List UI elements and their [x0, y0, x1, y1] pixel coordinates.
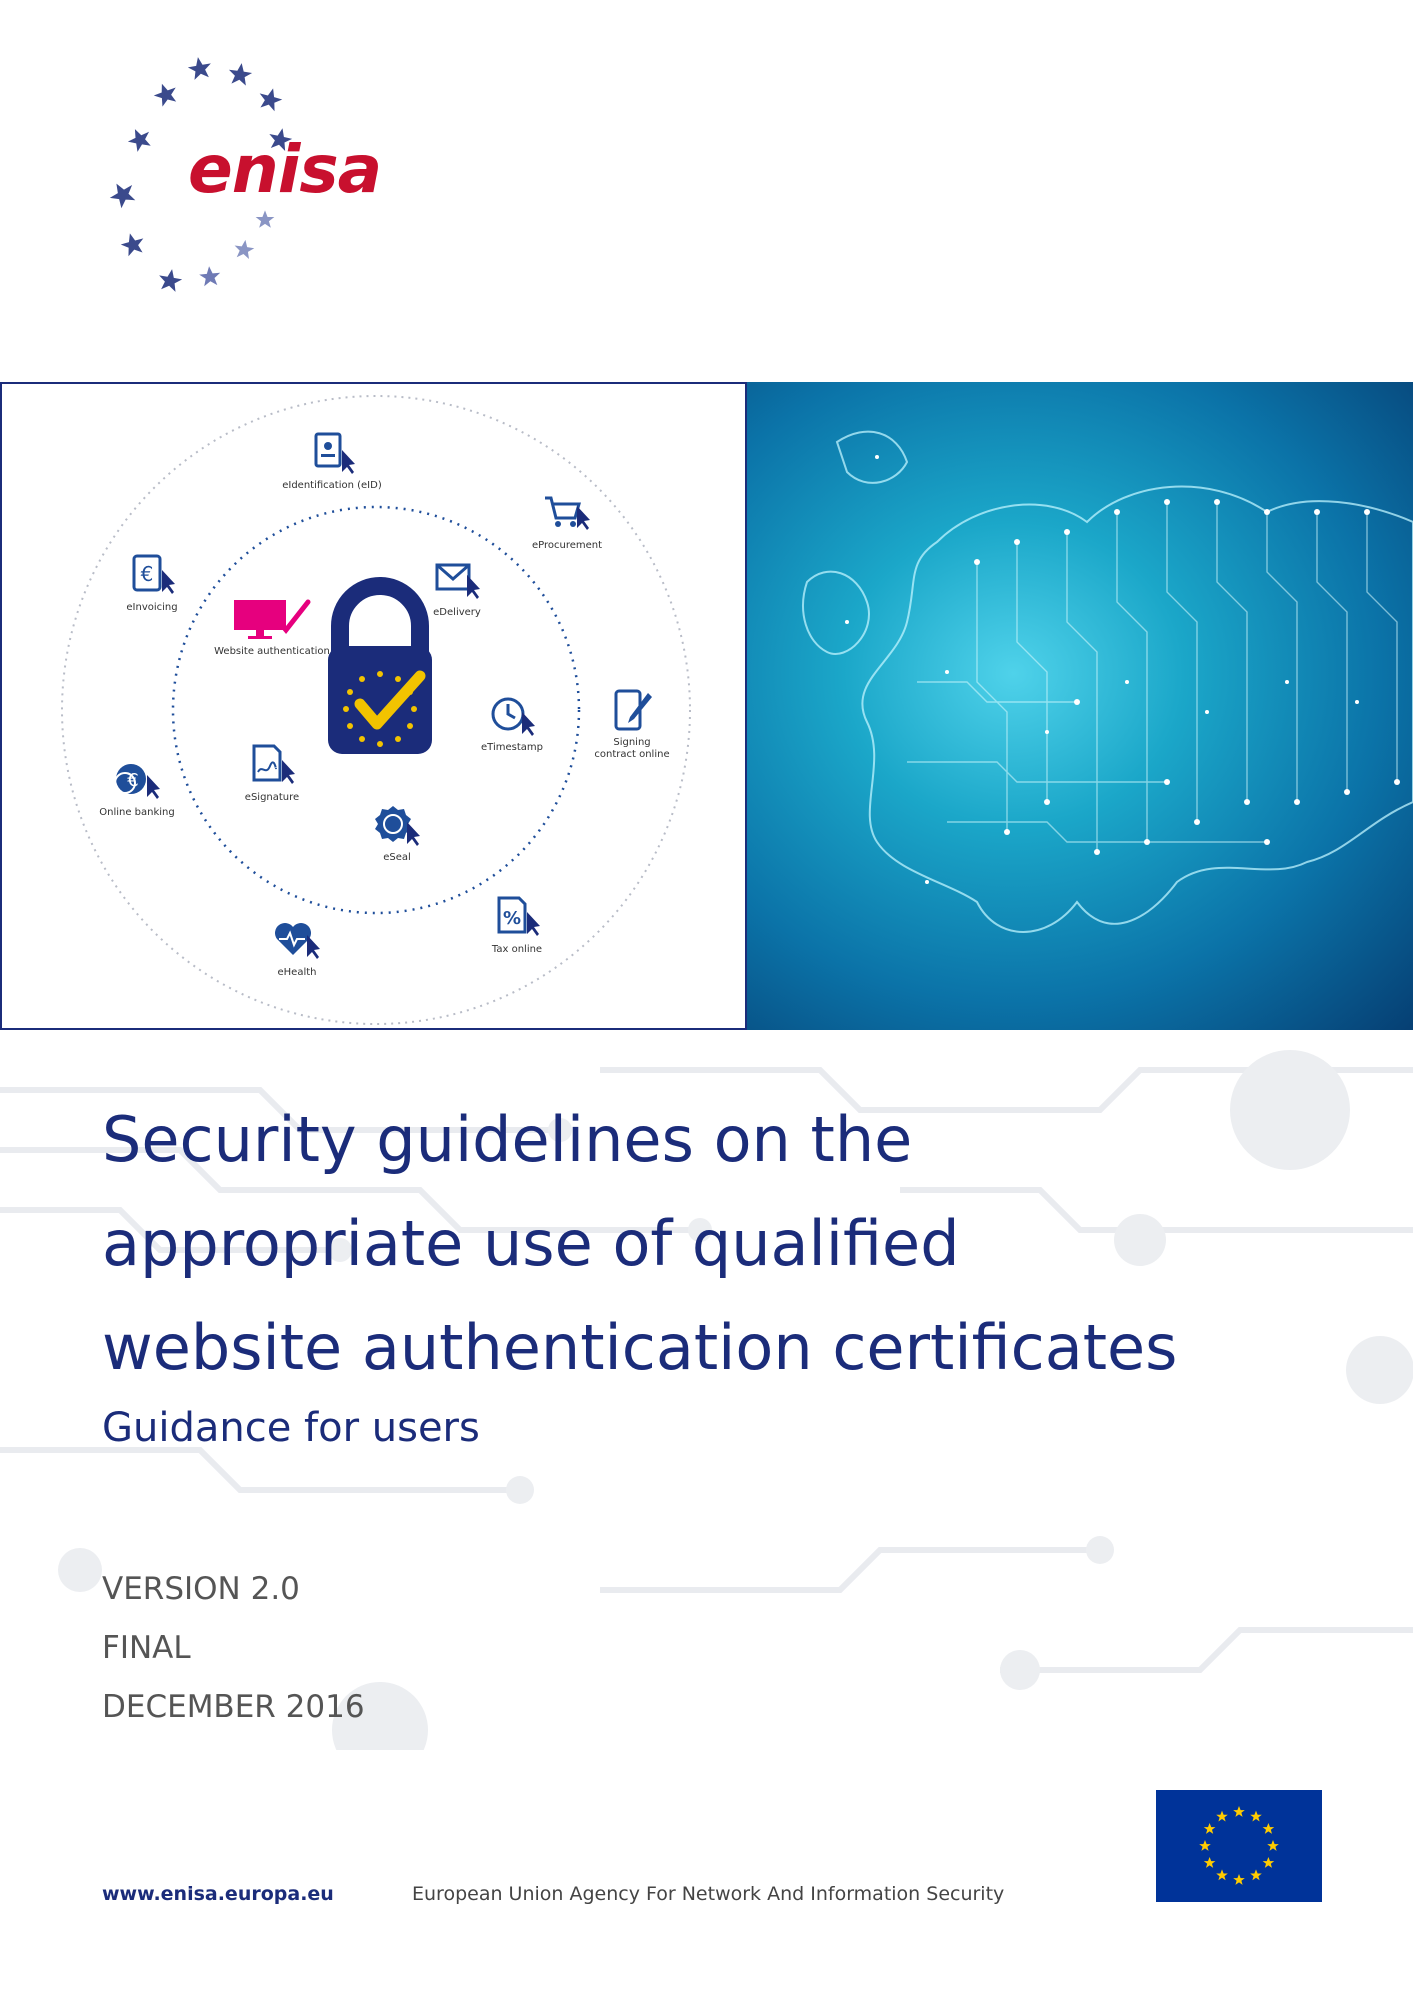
clock-icon: [488, 694, 536, 738]
svg-text:€: €: [140, 562, 154, 586]
shopping-cart-icon: [543, 492, 591, 536]
service-online-banking: € Online banking: [92, 759, 182, 819]
title-line-1: Security guidelines on the: [102, 1103, 913, 1176]
status-label: FINAL: [102, 1630, 191, 1666]
heart-pulse-icon: [273, 919, 321, 963]
service-eprocurement: eProcurement: [512, 492, 622, 552]
euro-coins-icon: [113, 759, 161, 803]
document-metadata: [102, 1560, 365, 1737]
trust-services-diagram: [0, 382, 747, 1030]
date-label: DECEMBER 2016: [102, 1689, 365, 1725]
signed-document-icon: [248, 744, 296, 788]
title-line-3: website authentication certificates: [102, 1311, 1178, 1384]
seal-icon: [373, 804, 421, 848]
envelope-icon: [433, 559, 481, 603]
euro-invoice-icon: [128, 554, 176, 598]
eu-stars-icon: [1156, 1790, 1322, 1902]
document-title: [102, 1088, 1362, 1400]
service-einvoicing: € eInvoicing: [102, 554, 202, 614]
title-block: [102, 1088, 1362, 1456]
service-eidentification: eIdentification (eID): [257, 432, 407, 492]
cover-banner: [0, 382, 1413, 1030]
tablet-pen-icon: [608, 689, 656, 733]
circuit-map-graphic: [747, 382, 1413, 1030]
svg-text:€: €: [127, 770, 139, 791]
title-line-2: appropriate use of qualified: [102, 1207, 960, 1280]
monitor-check-icon: [232, 596, 312, 642]
enisa-logo: [90, 45, 390, 315]
eu-flag-icon: [1156, 1790, 1322, 1902]
service-website-authentication: Website authentication: [212, 596, 332, 658]
document-subtitle: Guidance for users: [102, 1405, 480, 1451]
service-edelivery: eDelivery: [407, 559, 507, 619]
europe-circuit-map: [747, 382, 1413, 1030]
id-document-icon: [308, 432, 356, 476]
enisa-wordmark: enisa: [188, 131, 382, 208]
service-esignature: eSignature: [217, 744, 327, 804]
footer-website-link[interactable]: www.enisa.europa.eu: [102, 1883, 334, 1905]
service-tax-online: % Tax online: [467, 896, 567, 956]
svg-text:%: %: [502, 908, 522, 929]
service-signing-contract: Signing contract online: [592, 689, 672, 761]
service-eseal: eSeal: [357, 804, 437, 864]
version-label: VERSION 2.0: [102, 1571, 300, 1607]
percent-document-icon: [493, 896, 541, 940]
service-etimestamp: eTimestamp: [457, 694, 567, 754]
footer-agency-name: European Union Agency For Network And Information Security: [412, 1883, 1005, 1905]
service-ehealth: eHealth: [252, 919, 342, 979]
